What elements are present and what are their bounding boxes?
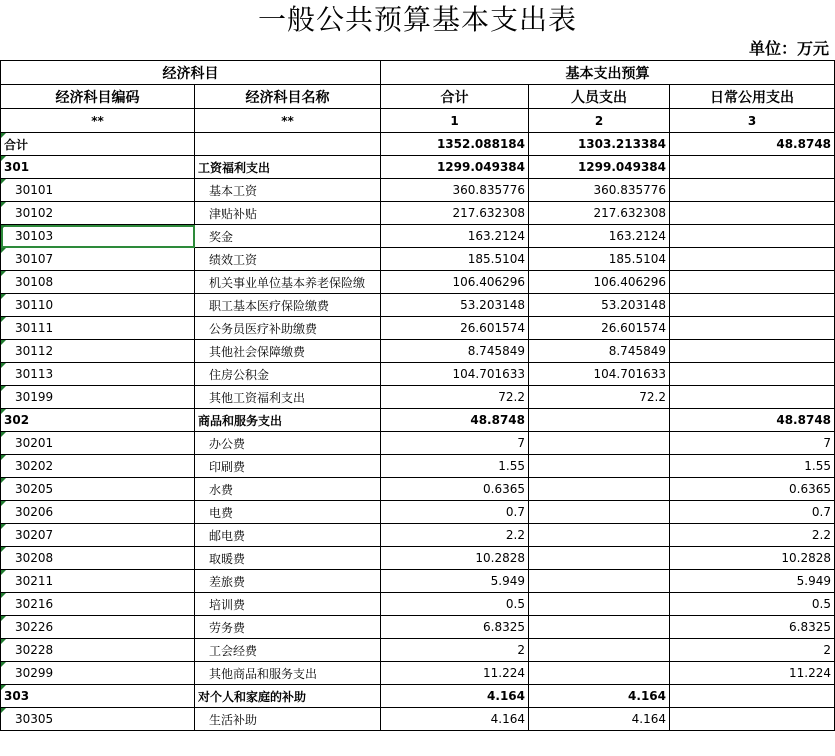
header-group-budget[interactable]: 基本支出预算 xyxy=(381,61,835,85)
cell-total[interactable]: 1299.049384 xyxy=(381,156,529,179)
cell-personnel[interactable]: 104.701633 xyxy=(529,363,670,386)
expenditure-table xyxy=(0,60,835,731)
table-row xyxy=(1,248,835,271)
cell-public[interactable]: 1.55 xyxy=(670,455,835,478)
cell-personnel[interactable] xyxy=(529,455,670,478)
cell-public[interactable]: 2.2 xyxy=(670,524,835,547)
cell-total[interactable]: 5.949 xyxy=(381,570,529,593)
table-row xyxy=(1,501,835,524)
cell-personnel[interactable] xyxy=(529,593,670,616)
cell-total[interactable]: 26.601574 xyxy=(381,317,529,340)
cell-code[interactable]: 30112 xyxy=(1,340,195,363)
cell-name[interactable]: 基本工资 xyxy=(195,179,381,202)
table-row xyxy=(1,179,835,202)
cell-name[interactable]: 商品和服务支出 xyxy=(195,409,381,432)
cell-name[interactable]: 工会经费 xyxy=(195,639,381,662)
cell-public[interactable]: 0.7 xyxy=(670,501,835,524)
cell-total[interactable]: 106.406296 xyxy=(381,271,529,294)
page-title: 一般公共预算基本支出表 xyxy=(257,3,577,36)
cell-total[interactable]: 0.7 xyxy=(381,501,529,524)
cell-code[interactable]: 30101 xyxy=(1,179,195,202)
table-row xyxy=(1,593,835,616)
cell-code[interactable]: 30206 xyxy=(1,501,195,524)
cell-code[interactable]: 30226 xyxy=(1,616,195,639)
index-code[interactable]: ** xyxy=(1,109,195,133)
cell-total[interactable]: 7 xyxy=(381,432,529,455)
cell-name[interactable]: 劳务费 xyxy=(195,616,381,639)
table-row xyxy=(1,386,835,409)
table-row xyxy=(1,478,835,501)
cell-total[interactable]: 10.2828 xyxy=(381,547,529,570)
cell-total[interactable]: 6.8325 xyxy=(381,616,529,639)
cell-total[interactable]: 1.55 xyxy=(381,455,529,478)
cell-code[interactable]: 30211 xyxy=(1,570,195,593)
cell-public[interactable] xyxy=(670,294,835,317)
cell-code[interactable]: 302 xyxy=(1,409,195,432)
cell-code[interactable]: 30199 xyxy=(1,386,195,409)
table-body xyxy=(1,133,835,731)
cell-personnel[interactable]: 185.5104 xyxy=(529,248,670,271)
cell-total[interactable]: 4.164 xyxy=(381,685,529,708)
cell-code[interactable]: 30102 xyxy=(1,202,195,225)
cell-personnel[interactable] xyxy=(529,501,670,524)
cell-total[interactable]: 360.835776 xyxy=(381,179,529,202)
cell-total[interactable]: 48.8748 xyxy=(381,409,529,432)
cell-name[interactable]: 印刷费 xyxy=(195,455,381,478)
header-group-economic[interactable]: 经济科目 xyxy=(1,61,381,85)
cell-name[interactable]: 对个人和家庭的补助 xyxy=(195,685,381,708)
cell-personnel[interactable] xyxy=(529,547,670,570)
cell-public[interactable] xyxy=(670,248,835,271)
cell-total[interactable]: 163.2124 xyxy=(381,225,529,248)
cell-name[interactable]: 津贴补贴 xyxy=(195,202,381,225)
header-code[interactable]: 经济科目编码 xyxy=(1,85,195,109)
cell-code[interactable]: 30205 xyxy=(1,478,195,501)
table-row xyxy=(1,570,835,593)
cell-personnel[interactable] xyxy=(529,570,670,593)
cell-code[interactable]: 30207 xyxy=(1,524,195,547)
cell-name[interactable]: 培训费 xyxy=(195,593,381,616)
cell-code[interactable]: 30208 xyxy=(1,547,195,570)
cell-name[interactable]: 生活补助 xyxy=(195,708,381,731)
index-1[interactable]: 1 xyxy=(381,109,529,133)
header-index-row xyxy=(1,109,835,133)
cell-name[interactable]: 办公费 xyxy=(195,432,381,455)
table-row xyxy=(1,662,835,685)
cell-code[interactable]: 30299 xyxy=(1,662,195,685)
cell-personnel[interactable]: 4.164 xyxy=(529,685,670,708)
table-row xyxy=(1,708,835,731)
cell-code[interactable]: 30113 xyxy=(1,363,195,386)
cell-name[interactable]: 取暖费 xyxy=(195,547,381,570)
cell-total[interactable]: 185.5104 xyxy=(381,248,529,271)
cell-public[interactable]: 48.8748 xyxy=(670,133,835,156)
cell-code[interactable]: 30201 xyxy=(1,432,195,455)
cell-public[interactable]: 0.5 xyxy=(670,593,835,616)
header-public[interactable]: 日常公用支出 xyxy=(670,85,835,109)
unit-label: 单位：万元 xyxy=(748,39,829,58)
cell-code[interactable]: 303 xyxy=(1,685,195,708)
table-row xyxy=(1,225,835,248)
cell-code[interactable]: 301 xyxy=(1,156,195,179)
header-personnel[interactable]: 人员支出 xyxy=(529,85,670,109)
cell-name[interactable]: 住房公积金 xyxy=(195,363,381,386)
cell-personnel[interactable]: 4.164 xyxy=(529,708,670,731)
cell-public[interactable] xyxy=(670,156,835,179)
cell-name[interactable]: 工资福利支出 xyxy=(195,156,381,179)
cell-code[interactable]: 30107 xyxy=(1,248,195,271)
cell-personnel[interactable]: 217.632308 xyxy=(529,202,670,225)
table-row xyxy=(1,639,835,662)
cell-total[interactable]: 53.203148 xyxy=(381,294,529,317)
cell-code[interactable]: 30103 xyxy=(1,225,195,248)
cell-total[interactable]: 2.2 xyxy=(381,524,529,547)
cell-public[interactable]: 5.949 xyxy=(670,570,835,593)
cell-public[interactable]: 7 xyxy=(670,432,835,455)
cell-personnel[interactable] xyxy=(529,524,670,547)
cell-public[interactable]: 10.2828 xyxy=(670,547,835,570)
cell-name[interactable]: 电费 xyxy=(195,501,381,524)
table-row xyxy=(1,524,835,547)
cell-code[interactable]: 30202 xyxy=(1,455,195,478)
cell-public[interactable]: 6.8325 xyxy=(670,616,835,639)
cell-total[interactable]: 0.5 xyxy=(381,593,529,616)
cell-name[interactable] xyxy=(195,133,381,156)
cell-name[interactable]: 其他工资福利支出 xyxy=(195,386,381,409)
table-row xyxy=(1,432,835,455)
cell-total[interactable]: 4.164 xyxy=(381,708,529,731)
cell-code[interactable]: 合计 xyxy=(1,133,195,156)
cell-name[interactable]: 奖金 xyxy=(195,225,381,248)
cell-name[interactable]: 邮电费 xyxy=(195,524,381,547)
cell-total[interactable]: 0.6365 xyxy=(381,478,529,501)
cell-personnel[interactable]: 72.2 xyxy=(529,386,670,409)
table-row xyxy=(1,685,835,708)
cell-public[interactable] xyxy=(670,202,835,225)
cell-public[interactable] xyxy=(670,225,835,248)
table-row xyxy=(1,156,835,179)
table-row xyxy=(1,409,835,432)
table-row xyxy=(1,294,835,317)
table-row xyxy=(1,133,835,156)
cell-personnel[interactable]: 106.406296 xyxy=(529,271,670,294)
cell-public[interactable] xyxy=(670,340,835,363)
cell-personnel[interactable]: 26.601574 xyxy=(529,317,670,340)
cell-public[interactable] xyxy=(670,708,835,731)
cell-public[interactable]: 48.8748 xyxy=(670,409,835,432)
cell-public[interactable] xyxy=(670,386,835,409)
cell-public[interactable]: 11.224 xyxy=(670,662,835,685)
cell-personnel[interactable]: 1303.213384 xyxy=(529,133,670,156)
cell-personnel[interactable] xyxy=(529,616,670,639)
cell-personnel[interactable] xyxy=(529,478,670,501)
table-row xyxy=(1,547,835,570)
table-row xyxy=(1,202,835,225)
table-row xyxy=(1,363,835,386)
table-row xyxy=(1,455,835,478)
index-name[interactable]: ** xyxy=(195,109,381,133)
cell-name[interactable]: 职工基本医疗保险缴费 xyxy=(195,294,381,317)
cell-code[interactable]: 30110 xyxy=(1,294,195,317)
index-2[interactable]: 2 xyxy=(529,109,670,133)
cell-public[interactable]: 0.6365 xyxy=(670,478,835,501)
header-name[interactable]: 经济科目名称 xyxy=(195,85,381,109)
table-row xyxy=(1,317,835,340)
cell-total[interactable]: 104.701633 xyxy=(381,363,529,386)
cell-personnel[interactable]: 1299.049384 xyxy=(529,156,670,179)
cell-code[interactable]: 30216 xyxy=(1,593,195,616)
cell-total[interactable]: 8.745849 xyxy=(381,340,529,363)
index-3[interactable]: 3 xyxy=(670,109,835,133)
cell-total[interactable]: 72.2 xyxy=(381,386,529,409)
cell-code[interactable]: 30305 xyxy=(1,708,195,731)
cell-public[interactable] xyxy=(670,271,835,294)
header-total[interactable]: 合计 xyxy=(381,85,529,109)
cell-personnel[interactable] xyxy=(529,639,670,662)
cell-personnel[interactable]: 8.745849 xyxy=(529,340,670,363)
cell-personnel[interactable] xyxy=(529,409,670,432)
header-column-row xyxy=(1,85,835,109)
cell-name[interactable]: 机关事业单位基本养老保险缴 xyxy=(195,271,381,294)
cell-personnel[interactable]: 163.2124 xyxy=(529,225,670,248)
cell-name[interactable]: 绩效工资 xyxy=(195,248,381,271)
cell-public[interactable]: 2 xyxy=(670,639,835,662)
cell-public[interactable] xyxy=(670,685,835,708)
cell-code[interactable]: 30108 xyxy=(1,271,195,294)
cell-code[interactable]: 30111 xyxy=(1,317,195,340)
cell-name[interactable]: 公务员医疗补助缴费 xyxy=(195,317,381,340)
cell-personnel[interactable] xyxy=(529,432,670,455)
cell-name[interactable]: 水费 xyxy=(195,478,381,501)
cell-total[interactable]: 217.632308 xyxy=(381,202,529,225)
cell-total[interactable]: 1352.088184 xyxy=(381,133,529,156)
table-row xyxy=(1,616,835,639)
cell-public[interactable] xyxy=(670,317,835,340)
cell-name[interactable]: 其他商品和服务支出 xyxy=(195,662,381,685)
header-group-row xyxy=(1,61,835,85)
table-row xyxy=(1,271,835,294)
cell-total[interactable]: 2 xyxy=(381,639,529,662)
cell-code[interactable]: 30228 xyxy=(1,639,195,662)
cell-name[interactable]: 差旅费 xyxy=(195,570,381,593)
cell-personnel[interactable]: 53.203148 xyxy=(529,294,670,317)
cell-personnel[interactable]: 360.835776 xyxy=(529,179,670,202)
cell-personnel[interactable] xyxy=(529,662,670,685)
table-row xyxy=(1,340,835,363)
cell-public[interactable] xyxy=(670,363,835,386)
cell-public[interactable] xyxy=(670,179,835,202)
cell-total[interactable]: 11.224 xyxy=(381,662,529,685)
cell-name[interactable]: 其他社会保障缴费 xyxy=(195,340,381,363)
